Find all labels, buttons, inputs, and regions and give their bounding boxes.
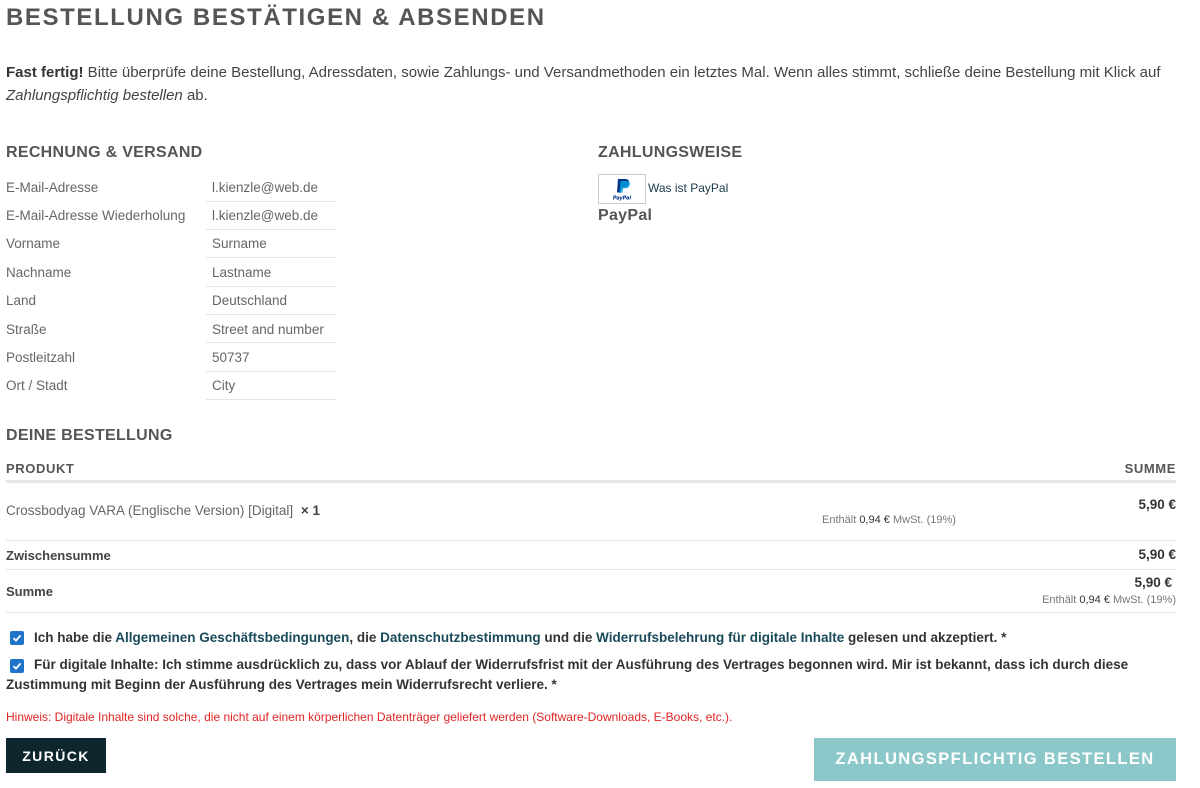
billing-value: l.kienzle@web.de xyxy=(212,179,319,195)
paypal-logo-text: PayPal xyxy=(612,195,632,201)
billing-value: Surname xyxy=(212,236,267,252)
billing-row xyxy=(6,343,336,371)
page-title: BESTELLUNG BESTÄTIGEN & ABSENDEN xyxy=(6,4,546,31)
billing-label: Nachname xyxy=(6,264,72,280)
divider xyxy=(6,540,1176,541)
tax-amount: 0,94 € xyxy=(859,514,890,526)
divider xyxy=(206,342,336,343)
billing-value: Deutschland xyxy=(212,293,288,309)
total-value: 5,90 € xyxy=(1134,575,1172,590)
billing-label: Vorname xyxy=(6,236,61,252)
intro-text xyxy=(6,61,1186,107)
product-name xyxy=(6,503,320,518)
tax-prefix: Enthält xyxy=(1042,594,1077,606)
billing-label: E-Mail-Adresse Wiederholung xyxy=(6,208,186,224)
divider xyxy=(206,286,336,287)
terms-checkbox[interactable] xyxy=(10,631,24,645)
col-product: PRODUKT xyxy=(6,461,75,476)
intro-italic: Zahlungspflichtig bestellen xyxy=(6,87,183,104)
tax-prefix: Enthält xyxy=(822,514,857,526)
terms-text-part: gelesen und akzeptiert. * xyxy=(844,630,1007,645)
divider xyxy=(206,371,336,372)
billing-label: Postleitzahl xyxy=(6,350,76,366)
product-tax xyxy=(822,514,956,526)
billing-value: l.kienzle@web.de xyxy=(212,208,319,224)
divider xyxy=(206,314,336,315)
subtotal-value: 5,90 € xyxy=(1138,547,1176,562)
paypal-icon xyxy=(602,177,642,201)
divider xyxy=(206,257,336,258)
digital-hint: Hinweis: Digitale Inhalte sind solche, die nicht auf einem körperlichen Datenträger geliefert werden (Software-Downloads, E-Books, etc.). xyxy=(6,710,733,724)
intro-part2: ab. xyxy=(182,87,208,104)
divider xyxy=(6,612,1176,613)
terms-text-part: und die xyxy=(540,630,597,645)
billing-heading: RECHNUNG & VERSAND xyxy=(6,144,203,161)
intro-part1: Bitte überprüfe deine Bestellung, Adressdaten, sowie Zahlungs- und Versandmethoden ein letztes Mal. Wenn alles stimmt, schließe deine Bestellung mit Klick auf xyxy=(83,64,1161,81)
payment-method-name: PayPal xyxy=(598,207,653,224)
billing-row xyxy=(6,201,336,229)
billing-row xyxy=(6,173,336,201)
billing-row xyxy=(6,258,336,286)
billing-row xyxy=(6,372,336,400)
billing-row xyxy=(6,287,336,315)
col-sum: SUMME xyxy=(1124,461,1176,476)
back-button[interactable]: ZURÜCK xyxy=(6,738,106,773)
withdrawal-link[interactable]: Widerrufsbelehrung für digitale Inhalte xyxy=(596,630,845,645)
total-label: Summe xyxy=(6,584,53,599)
tax-suffix: MwSt. (19%) xyxy=(1113,594,1176,606)
terms-text xyxy=(34,628,1184,648)
product-title: Crossbodyag VARA (Englische Version) [Digital] xyxy=(6,503,294,518)
intro-bold: Fast fertig! xyxy=(6,64,84,81)
divider xyxy=(206,399,336,400)
order-table-header xyxy=(6,461,1176,483)
paypal-logo xyxy=(598,174,646,204)
divider xyxy=(6,569,1176,570)
checkmark-icon xyxy=(12,633,22,643)
billing-value: 50737 xyxy=(212,350,250,366)
agb-link[interactable]: Allgemeinen Geschäftsbedingungen xyxy=(115,630,350,645)
tax-suffix: MwSt. (19%) xyxy=(892,514,956,526)
divider xyxy=(206,229,336,230)
privacy-link[interactable]: Datenschutzbestimmung xyxy=(380,630,541,645)
billing-row xyxy=(6,315,336,343)
billing-value: Lastname xyxy=(212,264,272,280)
billing-label: E-Mail-Adresse xyxy=(6,179,99,195)
billing-label: Land xyxy=(6,293,37,309)
product-price: 5,90 € xyxy=(1138,497,1176,512)
place-order-button[interactable]: ZAHLUNGSPFLICHTIG BESTELLEN xyxy=(814,738,1176,781)
terms-text-part: , die xyxy=(349,630,381,645)
what-is-paypal-link[interactable]: Was ist PayPal xyxy=(648,181,729,195)
billing-label: Ort / Stadt xyxy=(6,378,68,394)
billing-label: Straße xyxy=(6,321,47,337)
order-heading: DEINE BESTELLUNG xyxy=(6,427,173,444)
total-tax xyxy=(1042,594,1176,606)
billing-value: Street and number xyxy=(212,321,324,337)
terms-text-part: Ich habe die xyxy=(34,630,116,645)
product-qty: × 1 xyxy=(300,503,321,518)
tax-amount: 0,94 € xyxy=(1079,594,1110,606)
payment-heading: ZAHLUNGSWEISE xyxy=(598,144,743,161)
digital-consent-text: Für digitale Inhalte: Ich stimme ausdrücklich zu, dass vor Ablauf der Widerrufsfrist mit der Ausführung des Vertrages begonnen wird. Mir ist bekannt, dass ich durch diese Zustimmung mit Beginn der Ausführung des Vertrages mein Widerrufsrecht verliere. * xyxy=(6,657,1129,692)
billing-row xyxy=(6,230,336,258)
subtotal-label: Zwischensumme xyxy=(6,548,111,563)
billing-value: City xyxy=(212,378,236,394)
divider xyxy=(206,201,336,202)
